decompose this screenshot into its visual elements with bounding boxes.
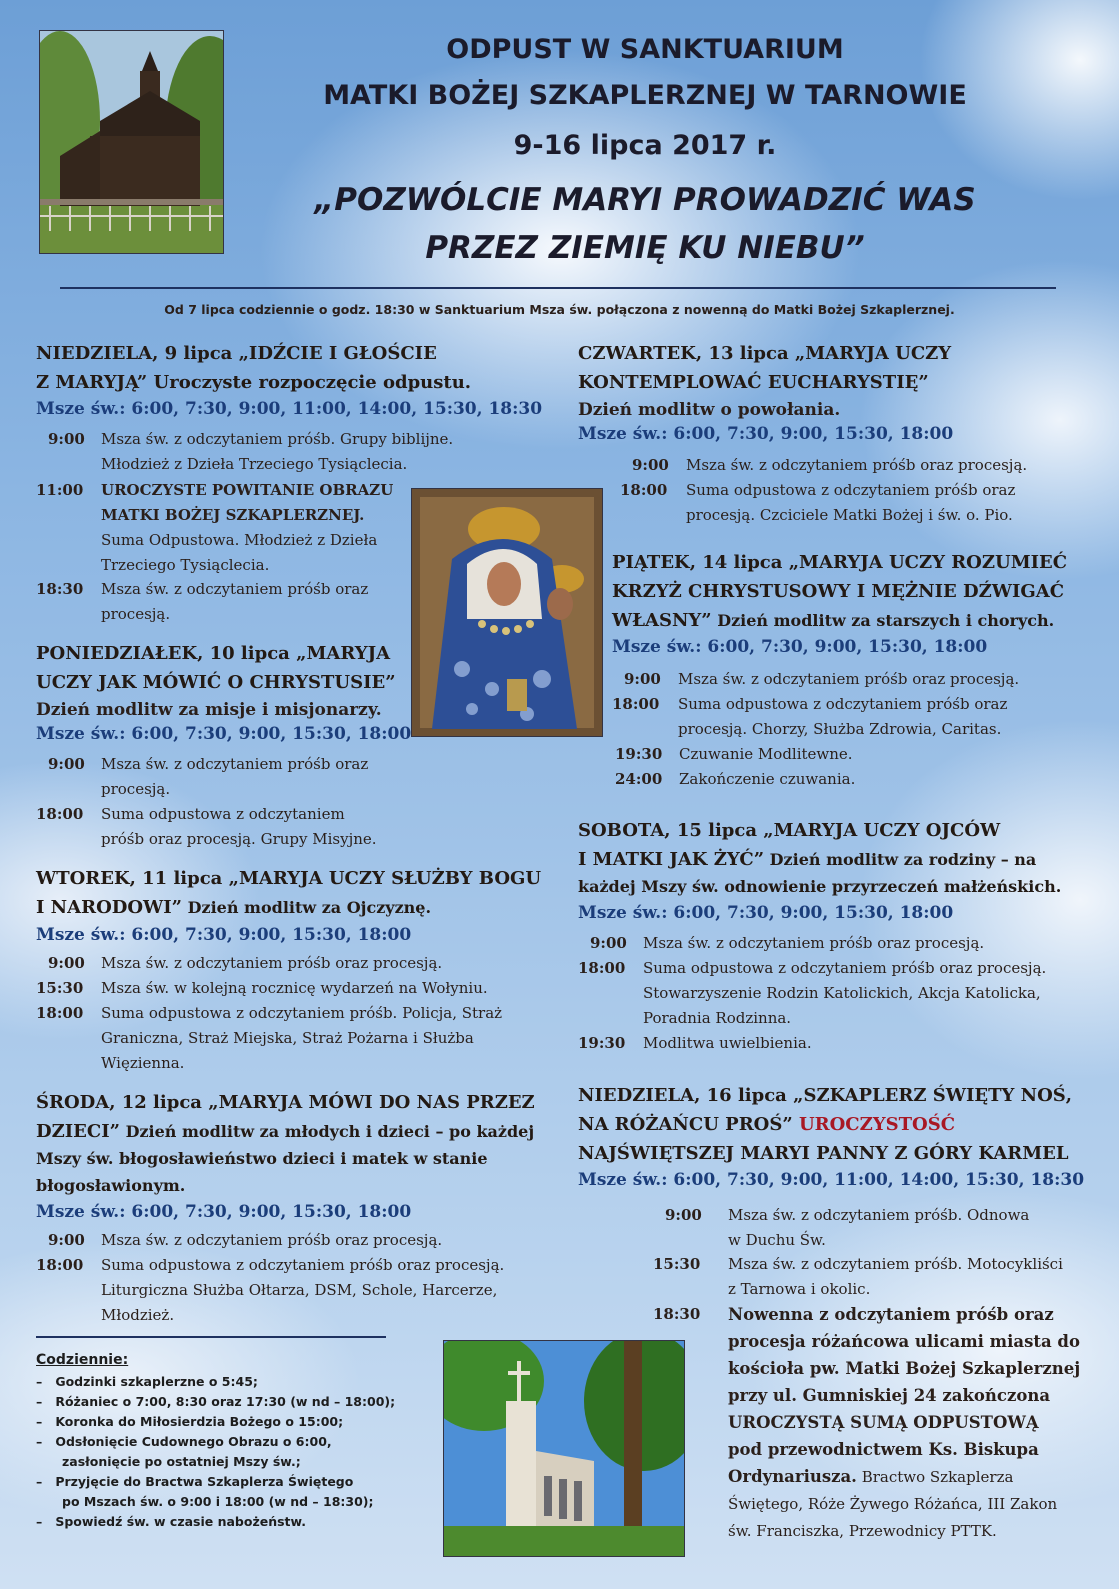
row-text: Msza św. z odczytaniem próśb. Motocykliści — [728, 1255, 1063, 1273]
day-theme: DZIECI” — [36, 1121, 120, 1142]
day-heading: WTOREK, 11 lipca „MARYJA UCZY SŁUŻBY BOGU — [36, 868, 542, 889]
day-heading: ŚRODA, 12 lipca „MARYJA MÓWI DO NAS PRZEZ — [36, 1092, 535, 1113]
mass-label: Msze św.: — [578, 424, 668, 444]
row-text: Nowenna z odczytaniem próśb oraz — [728, 1305, 1054, 1324]
daily-item: – Koronka do Miłosierdzia Bożego o 15:00; — [36, 1414, 344, 1429]
row-time: 18:00 — [36, 1004, 84, 1022]
row-text: Suma odpustowa z odczytaniem próśb oraz — [678, 695, 1008, 713]
day-thursday-13 — [578, 341, 1058, 446]
sanctuary-church-photo — [443, 1340, 685, 1557]
row-text: Msza św. z odczytaniem próśb oraz procesją. — [101, 1231, 443, 1249]
row-time: 18:00 — [578, 959, 626, 977]
row-time: 24:00 — [615, 770, 663, 788]
mass-label: Msze św.: — [578, 903, 668, 923]
daily-item: – Godzinki szkaplerzne o 5:45; — [36, 1374, 258, 1389]
row-time: 9:00 — [48, 954, 85, 972]
solemnity-label: UROCZYSTOŚĆ — [792, 1114, 956, 1135]
row-time: 9:00 — [624, 670, 661, 688]
row-time: 11:00 — [36, 481, 84, 499]
daily-item: – Odsłonięcie Cudownego Obrazu o 6:00, — [36, 1434, 332, 1449]
day-intention: każdej Mszy św. odnowienie przyrzeczeń małżeńskich. — [578, 877, 1062, 896]
day-theme: KONTEMPLOWAĆ EUCHARYSTIĘ” — [578, 372, 929, 393]
row-text: Msza św. z odczytaniem próśb oraz procesją. — [101, 954, 443, 972]
day-theme: Z MARYJĄ” — [36, 372, 148, 393]
row-text: procesją. — [101, 780, 171, 798]
row-text: Świętego, Róże Żywego Różańca, III Zakon — [728, 1495, 1058, 1513]
day-heading: PIĄTEK, 14 lipca „MARYJA UCZY ROZUMIEĆ — [612, 552, 1068, 573]
day-wednesday-12 — [36, 1090, 576, 1224]
day-heading: NIEDZIELA, 9 lipca „IDŹCIE I GŁOŚCIE — [36, 343, 437, 364]
day-intention: Dzień modlitw za Ojczyznę. — [182, 898, 432, 917]
motto-line-1: „POZWÓLCIE MARYI PROWADZIĆ WAS — [314, 182, 976, 218]
motto-line-2: PRZEZ ZIEMIĘ KU NIEBU” — [425, 230, 865, 266]
day-heading: NIEDZIELA, 16 lipca „SZKAPLERZ ŚWIĘTY NOŚ, — [578, 1085, 1073, 1106]
mass-times: 6:00, 7:30, 9:00, 15:30, 18:00 — [667, 903, 954, 923]
row-text: Suma Odpustowa. Młodzież z Dzieła — [101, 531, 378, 549]
day-theme: KRZYŻ CHRYSTUSOWY I MĘŻNIE DŹWIGAĆ — [612, 581, 1065, 602]
day-theme: WŁASNY” — [612, 610, 712, 631]
day-heading: CZWARTEK, 13 lipca „MARYJA UCZY — [578, 343, 952, 364]
mass-label: Msze św.: — [578, 1170, 668, 1190]
daily-schedule — [36, 1350, 426, 1532]
row-text: Suma odpustowa z odczytaniem próśb. Policja, Straż — [101, 1004, 503, 1022]
row-time: 9:00 — [48, 755, 85, 773]
row-text: UROCZYSTĄ SUMĄ ODPUSTOWĄ — [728, 1413, 1039, 1432]
row-time: 18:00 — [36, 805, 84, 823]
row-time: 9:00 — [48, 430, 85, 448]
row-text: Suma odpustowa z odczytaniem próśb oraz procesją. — [643, 959, 1047, 977]
daily-item: – Różaniec o 7:00, 8:30 oraz 17:30 (w nd – 18:00); — [36, 1394, 396, 1409]
mass-label: Msze św.: — [36, 925, 126, 945]
row-text: procesją. Chorzy, Służba Zdrowia, Caritas. — [678, 720, 1002, 738]
day-tuesday-11 — [36, 866, 566, 947]
day-friday-14 — [612, 550, 1082, 659]
day-intention: Mszy św. błogosławieństwo dzieci i matek w stanie — [36, 1149, 488, 1168]
row-time: 18:30 — [653, 1305, 701, 1323]
day-heading: PONIEDZIAŁEK, 10 lipca „MARYJA — [36, 643, 391, 664]
row-text: Msza św. z odczytaniem próśb oraz — [101, 755, 369, 773]
row-text: Czuwanie Modlitewne. — [679, 745, 853, 763]
row-text: procesja różańcowa ulicami miasta do — [728, 1332, 1080, 1351]
mass-label: Msze św.: — [36, 1202, 126, 1222]
row-text: Młodzież. — [101, 1306, 175, 1324]
mass-times: 6:00, 7:30, 9:00, 15:30, 18:00 — [701, 637, 988, 657]
row-text: Ordynariusza. — [728, 1467, 857, 1486]
day-theme: NA RÓŻAŃCU PROŚ” — [578, 1114, 793, 1135]
row-time: 15:30 — [36, 979, 84, 997]
mass-label: Msze św.: — [36, 724, 126, 744]
day-theme: I NARODOWI” — [36, 897, 183, 918]
row-time: 18:00 — [612, 695, 660, 713]
day-heading: SOBOTA, 15 lipca „MARYJA UCZY OJCÓW — [578, 820, 1001, 841]
day-monday-10 — [36, 641, 416, 746]
row-text: procesją. Czciciele Matki Bożej i św. o. Pio. — [686, 506, 1013, 524]
event-dates: 9-16 lipca 2017 r. — [513, 130, 777, 161]
mass-times: 6:00, 7:30, 9:00, 11:00, 14:00, 15:30, 18:30 — [125, 399, 543, 419]
daily-item: po Mszach św. o 9:00 i 18:00 (w nd – 18:30); — [62, 1494, 374, 1509]
row-text: MATKI BOŻEJ SZKAPLERZNEJ. — [101, 506, 365, 524]
mass-label: Msze św.: — [612, 637, 702, 657]
header-divider — [60, 287, 1056, 289]
row-text: Msza św. z odczytaniem próśb. Odnowa — [728, 1206, 1030, 1224]
day-theme: UCZY JAK MÓWIĆ O CHRYSTUSIE” — [36, 672, 396, 693]
row-text: Zakończenie czuwania. — [679, 770, 856, 788]
day-intention: Dzień modlitw za rodziny – na — [764, 850, 1037, 869]
mass-times: 6:00, 7:30, 9:00, 15:30, 18:00 — [125, 724, 412, 744]
day-saturday-15 — [578, 818, 1098, 925]
mass-times: 6:00, 7:30, 9:00, 15:30, 18:00 — [125, 1202, 412, 1222]
title-line-2: MATKI BOŻEJ SZKAPLERZNEJ W TARNOWIE — [323, 80, 967, 111]
day-theme: I MATKI JAK ŻYĆ” — [578, 849, 765, 870]
row-text: UROCZYSTE POWITANIE OBRAZU — [101, 481, 394, 499]
day-intention: Dzień modlitw za misje i misjonarzy. — [36, 700, 382, 720]
mass-times: 6:00, 7:30, 9:00, 15:30, 18:00 — [125, 925, 412, 945]
row-text: procesją. — [101, 605, 171, 623]
row-text: próśb oraz procesją. Grupy Misyjne. — [101, 830, 377, 848]
row-text: Msza św. z odczytaniem próśb oraz — [101, 580, 369, 598]
mass-label: Msze św.: — [36, 399, 126, 419]
daily-divider — [36, 1336, 386, 1338]
row-time: 19:30 — [578, 1034, 626, 1052]
day-intention: Dzień modlitw o powołania. — [578, 400, 841, 420]
row-text: św. Franciszka, Przewodnicy PTTK. — [728, 1522, 997, 1540]
row-text: z Tarnowa i okolic. — [728, 1280, 871, 1298]
row-text: Suma odpustowa z odczytaniem — [101, 805, 345, 823]
row-time: 18:30 — [36, 580, 84, 598]
row-time: 18:00 — [620, 481, 668, 499]
mass-times: 6:00, 7:30, 9:00, 11:00, 14:00, 15:30, 18:30 — [667, 1170, 1085, 1190]
row-text: Suma odpustowa z odczytaniem próśb oraz — [686, 481, 1016, 499]
row-time: 9:00 — [48, 1231, 85, 1249]
row-time: 15:30 — [653, 1255, 701, 1273]
row-text: w Duchu Św. — [728, 1231, 826, 1249]
row-text: Modlitwa uwielbienia. — [643, 1034, 812, 1052]
row-time: 9:00 — [632, 456, 669, 474]
day-intention: Dzień modlitw za młodych i dzieci – po każdej — [120, 1122, 535, 1141]
row-text: Msza św. z odczytaniem próśb oraz procesją. — [643, 934, 985, 952]
day-intention: Uroczyste rozpoczęcie odpustu. — [147, 372, 472, 393]
day-sunday-16 — [578, 1083, 1098, 1192]
solemnity-name: NAJŚWIĘTSZEJ MARYI PANNY Z GÓRY KARMEL — [578, 1143, 1069, 1164]
daily-item: zasłonięcie po ostatniej Mszy św.; — [62, 1454, 301, 1469]
row-text: przy ul. Gumniskiej 24 zakończona — [728, 1386, 1051, 1405]
row-text: Liturgiczna Służba Ołtarza, DSM, Schole, Harcerze, — [101, 1281, 498, 1299]
daily-title: Codziennie: — [36, 1352, 129, 1368]
day-intention: błogosławionym. — [36, 1176, 186, 1195]
novena-note: Od 7 lipca codziennie o godz. 18:30 w Sanktuarium Msza św. połączona z nowenną do Matki Bożej Szkaplerznej. — [164, 302, 955, 317]
row-time: 9:00 — [590, 934, 627, 952]
row-text: Graniczna, Straż Miejska, Straż Pożarna i Służba — [101, 1029, 474, 1047]
title-line-1: ODPUST W SANKTUARIUM — [446, 34, 844, 65]
row-text: Msza św. z odczytaniem próśb oraz procesją. — [686, 456, 1028, 474]
mass-times: 6:00, 7:30, 9:00, 15:30, 18:00 — [667, 424, 954, 444]
row-text: Trzeciego Tysiąclecia. — [101, 556, 270, 574]
row-text: Więzienna. — [101, 1054, 185, 1072]
row-text: pod przewodnictwem Ks. Biskupa — [728, 1440, 1039, 1459]
row-text: Stowarzyszenie Rodzin Katolickich, Akcja Katolicka, — [643, 984, 1041, 1002]
row-text: Bractwo Szkaplerza — [856, 1468, 1014, 1486]
row-text: Suma odpustowa z odczytaniem próśb oraz procesją. — [101, 1256, 505, 1274]
row-text: kościoła pw. Matki Bożej Szkaplerznej — [728, 1359, 1081, 1378]
row-text: Młodzież z Dzieła Trzeciego Tysiąclecia. — [101, 455, 408, 473]
row-time: 19:30 — [615, 745, 663, 763]
our-lady-icon-image — [411, 488, 603, 737]
daily-item: – Spowiedź św. w czasie nabożeństw. — [36, 1514, 307, 1529]
row-text: Msza św. w kolejną rocznicę wydarzeń na Wołyniu. — [101, 979, 488, 997]
row-time: 18:00 — [36, 1256, 84, 1274]
wooden-church-photo — [39, 30, 224, 254]
daily-item: – Przyjęcie do Bractwa Szkaplerza Świętego — [36, 1474, 354, 1489]
row-text: Msza św. z odczytaniem próśb oraz procesją. — [678, 670, 1020, 688]
day-intention: Dzień modlitw za starszych i chorych. — [711, 611, 1055, 630]
row-text: Poradnia Rodzinna. — [643, 1009, 792, 1027]
day-sunday-9 — [36, 341, 576, 421]
row-time: 9:00 — [665, 1206, 702, 1224]
row-text: Msza św. z odczytaniem próśb. Grupy biblijne. — [101, 430, 454, 448]
